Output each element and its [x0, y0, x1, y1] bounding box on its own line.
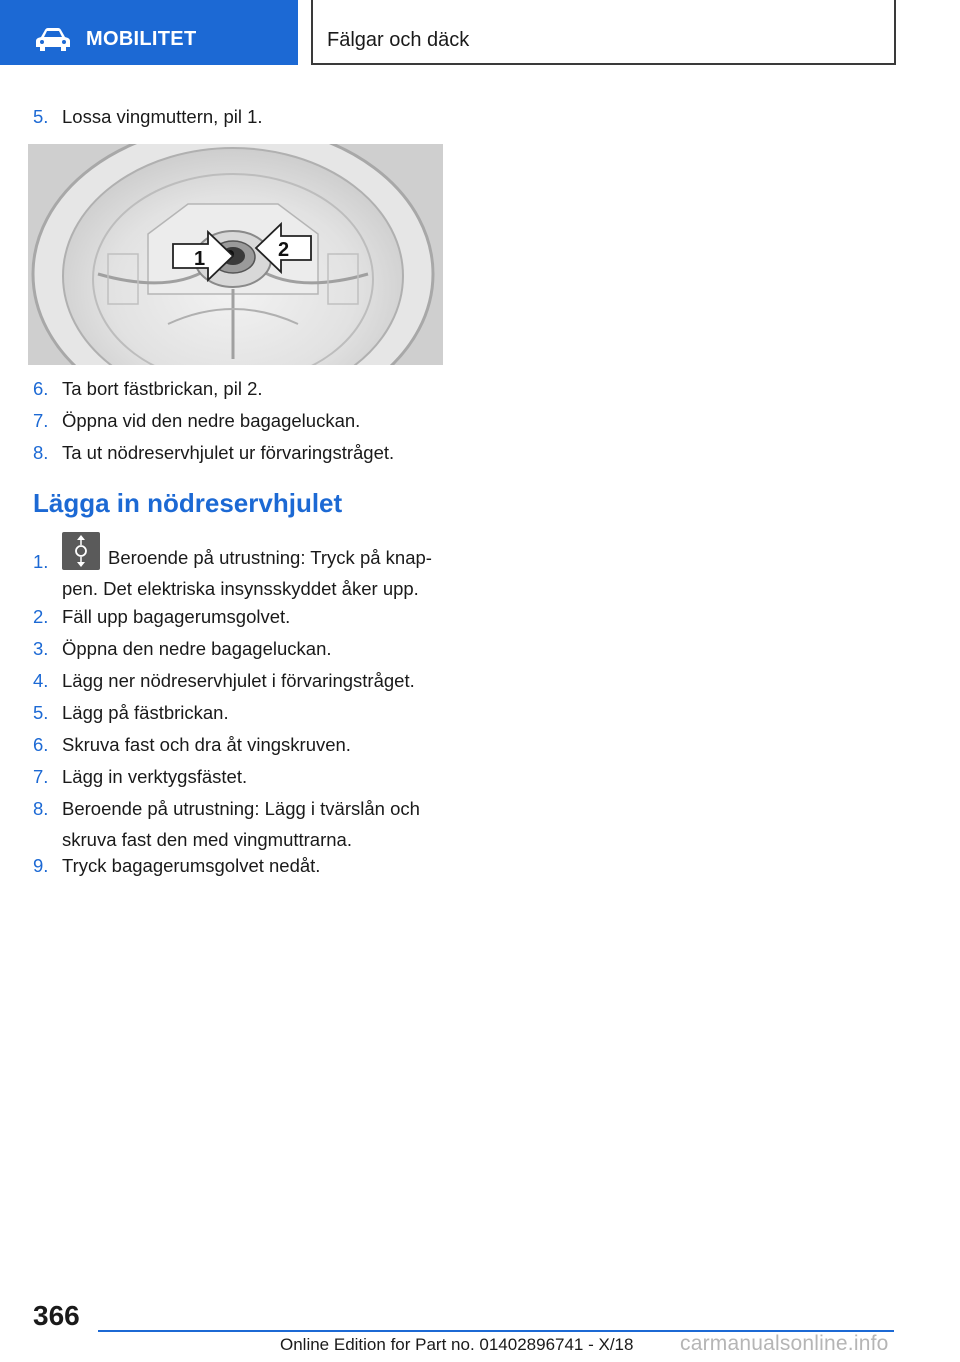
step-text: Beroende på utrustning: Tryck på knap-	[108, 547, 432, 568]
step-number: 5.	[33, 702, 49, 723]
step-text: Tryck bagagerumsgolvet nedåt.	[62, 855, 321, 876]
step-number: 2.	[33, 606, 49, 627]
section-tab[interactable]	[0, 0, 298, 65]
chapter-title: Fälgar och däck	[327, 29, 470, 51]
chapter-header	[311, 0, 896, 65]
step-text: Ta ut nödreservhjulet ur förvaringstråget.	[62, 442, 395, 463]
step-number: 1.	[33, 551, 49, 572]
list-item	[0, 793, 470, 857]
floor-lift-button-icon	[62, 532, 100, 570]
arrow-label-2: 2	[278, 239, 290, 261]
step-text-block	[62, 793, 462, 855]
step-number: 8.	[33, 442, 49, 463]
section-label: MOBILITET	[86, 28, 197, 50]
step-text: Öppna vid den nedre bagageluckan.	[62, 410, 361, 431]
step-text: Öppna den nedre bagageluckan.	[62, 638, 332, 659]
step-text: skruva fast den med vingmuttrarna.	[62, 829, 352, 850]
step-text: Ta bort fästbrickan, pil 2.	[62, 378, 263, 399]
step-number: 3.	[33, 638, 49, 659]
arrow-label-1: 1	[194, 248, 206, 270]
step-text: pen. Det elektriska insynsskyddet åker upp.	[62, 578, 419, 599]
edition-text: Online Edition for Part no. 01402896741 - X/18	[280, 1335, 634, 1354]
spare-wheel-illustration	[28, 144, 443, 365]
step-text: Lägg in verktygsfästet.	[62, 766, 248, 787]
step-number: 4.	[33, 670, 49, 691]
spare-wheel-figure	[28, 144, 443, 365]
step-text: Fäll upp bagagerumsgolvet.	[62, 606, 291, 627]
watermark: carmanualsonline.info	[680, 1332, 889, 1355]
page-number: 366	[33, 1300, 80, 1331]
step-text: Lägg på fästbrickan.	[62, 702, 229, 723]
car-icon	[35, 27, 71, 53]
step-number: 6.	[33, 734, 49, 755]
step-text: Lossa vingmuttern, pil 1.	[62, 106, 263, 127]
section-heading: Lägga in nödreservhjulet	[33, 488, 343, 518]
step-number: 7.	[33, 410, 49, 431]
step-text-block	[62, 532, 462, 604]
step-number: 7.	[33, 766, 49, 787]
step-number: 5.	[33, 106, 49, 127]
step-text: Lägg ner nödreservhjulet i förvaringstråget.	[62, 670, 415, 691]
step-text: Skruva fast och dra åt vingskruven.	[62, 734, 351, 755]
list-item	[0, 538, 470, 602]
step-text: Beroende på utrustning: Lägg i tvärslån och	[62, 798, 420, 819]
step-number: 8.	[33, 798, 49, 819]
step-number: 9.	[33, 855, 49, 876]
step-number: 6.	[33, 378, 49, 399]
